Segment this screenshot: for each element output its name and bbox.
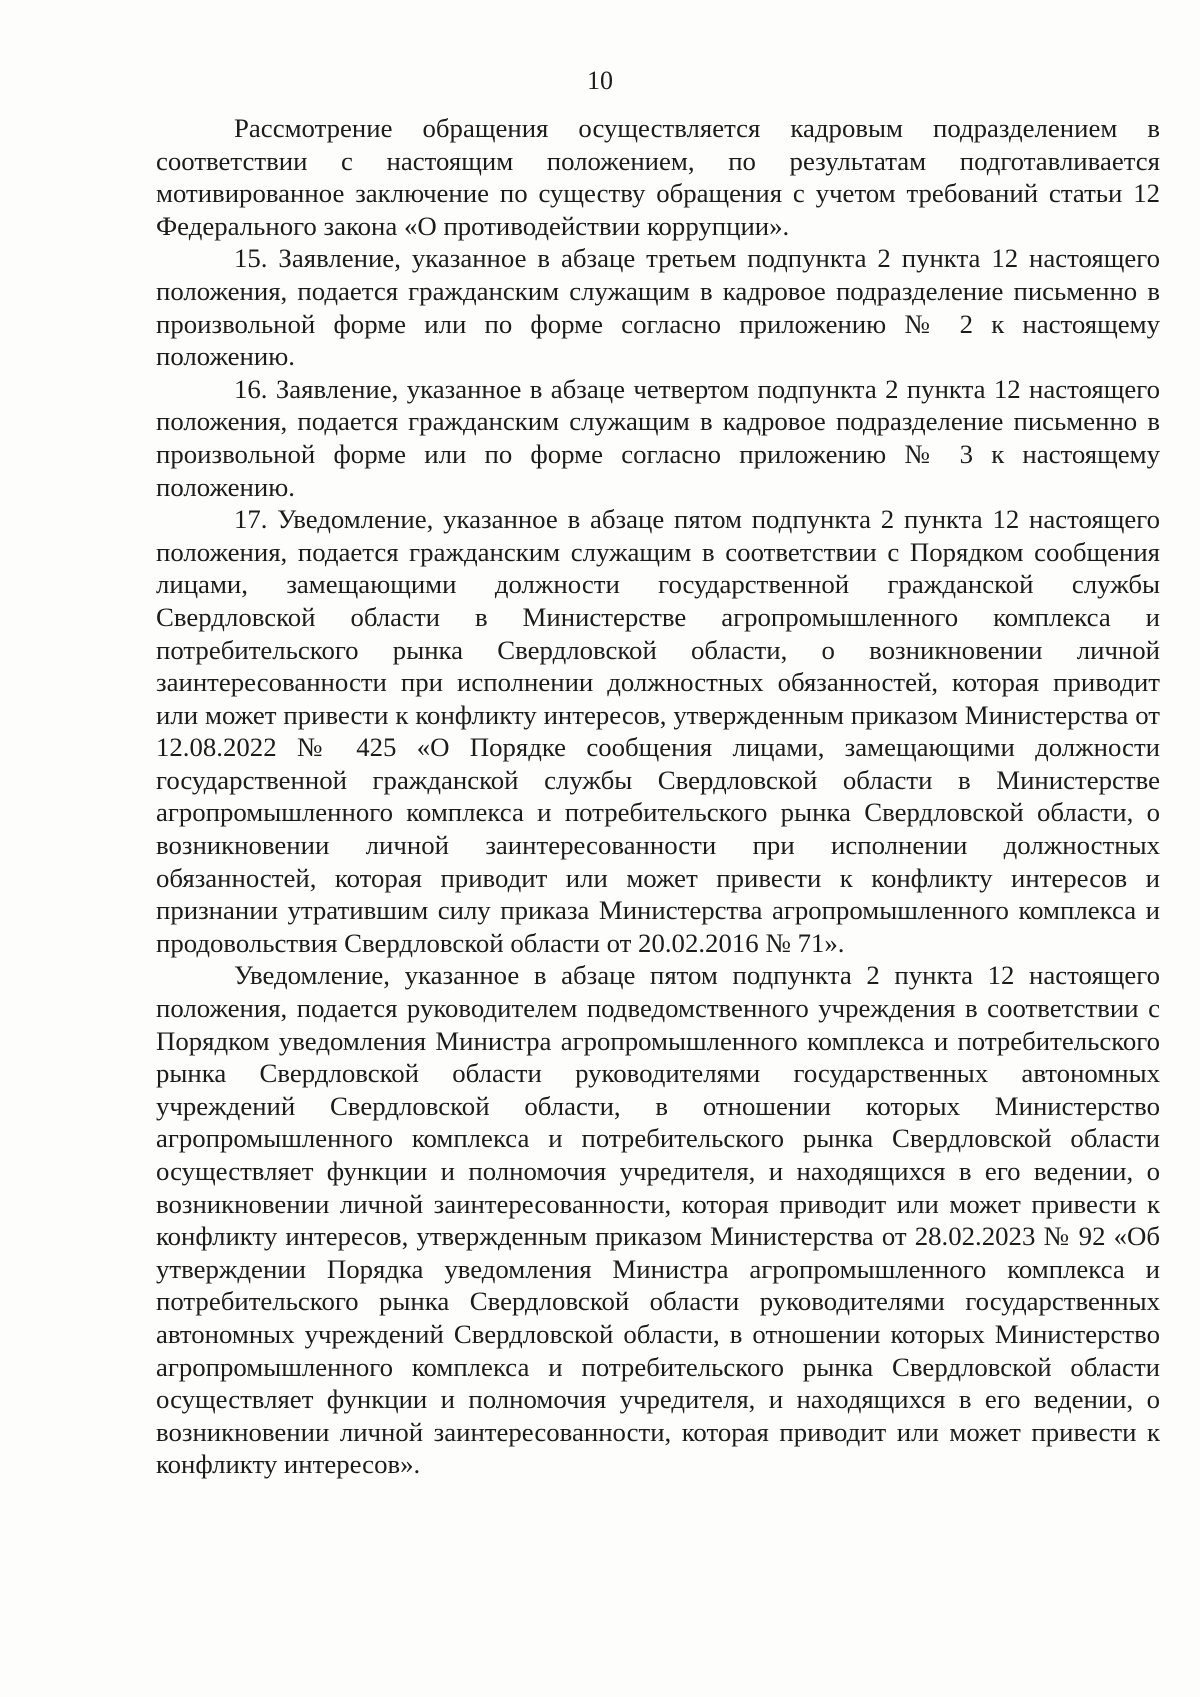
paragraph-review-of-appeal: Рассмотрение обращения осуществляется кадровым подразделением в соответствии с настоящим положением, по результатам подготавливается мотивированное заключение по существу обращения с учетом требований статьи 12 Федерального закона «О противодействии коррупции». <box>156 113 1160 241</box>
document-body <box>156 112 1160 1481</box>
paragraph-notification-institution-head: Уведомление, указанное в абзаце пятом подпункта 2 пункта 12 настоящего положения, подается руководителем подведомственного учреждения в соответствии с Порядком уведомления Министра агропромышленного комплекса и потребительского рынка Свердловской области руководителями государственных автономных учреждений Свердловской области, в отношении которых Министерство агропромышленного комплекса и потребительского рынка Свердловской области осуществляет функции и полномочия учредителя, и находящихся в его ведении, о возникновении личной заинтересованности, которая приводит или может привести к конфликту интересов, утвержденным приказом Министерства от 28.02.2023 № 92 «Об утверждении Порядка уведомления Министра агропромышленного комплекса и потребительского рынка Свердловской области руководителями государственных автономных учреждений Свердловской области, в отношении которых Министерство агропромышленного комплекса и потребительского рынка Свердловской области осуществляет функции и полномочия учредителя, и находящихся в его ведении, о возникновении личной заинтересованности, которая приводит или может привести к конфликту интересов». <box>156 960 1160 1480</box>
page-number: 10 <box>587 66 613 95</box>
paragraph-15: 15. Заявление, указанное в абзаце третьем подпункта 2 пункта 12 настоящего положения, подается гражданским служащим в кадровое подразделение письменно в произвольной форме или по форме согласно приложению № 2 к настоящему положению. <box>156 243 1160 372</box>
paragraph-17: 17. Уведомление, указанное в абзаце пятом подпункта 2 пункта 12 настоящего положения, подается гражданским служащим в соответствии с Порядком сообщения лицами, замещающими должности государственной гражданской службы Свердловской области в Министерстве агропромышленного комплекса и потребительского рынка Свердловской области, о возникновении личной заинтересованности при исполнении должностных обязанностей, которая приводит или может привести к конфликту интересов, утвержденным приказом Министерства от 12.08.2022 № 425 «О Порядке сообщения лицами, замещающими должности государственной гражданской службы Свердловской области в Министерстве агропромышленного комплекса и потребительского рынка Свердловской области, о возникновении личной заинтересованности при исполнении должностных обязанностей, которая приводит или может привести к конфликту интересов и признании утратившим силу приказа Министерства агропромышленного комплекса и продовольствия Свердловской области от 20.02.2016 № 71». <box>156 504 1160 958</box>
paragraph-16: 16. Заявление, указанное в абзаце четвертом подпункта 2 пункта 12 настоящего положения, подается гражданским служащим в кадровое подразделение письменно в произвольной форме или по форме согласно приложению № 3 к настоящему положению. <box>156 373 1160 502</box>
